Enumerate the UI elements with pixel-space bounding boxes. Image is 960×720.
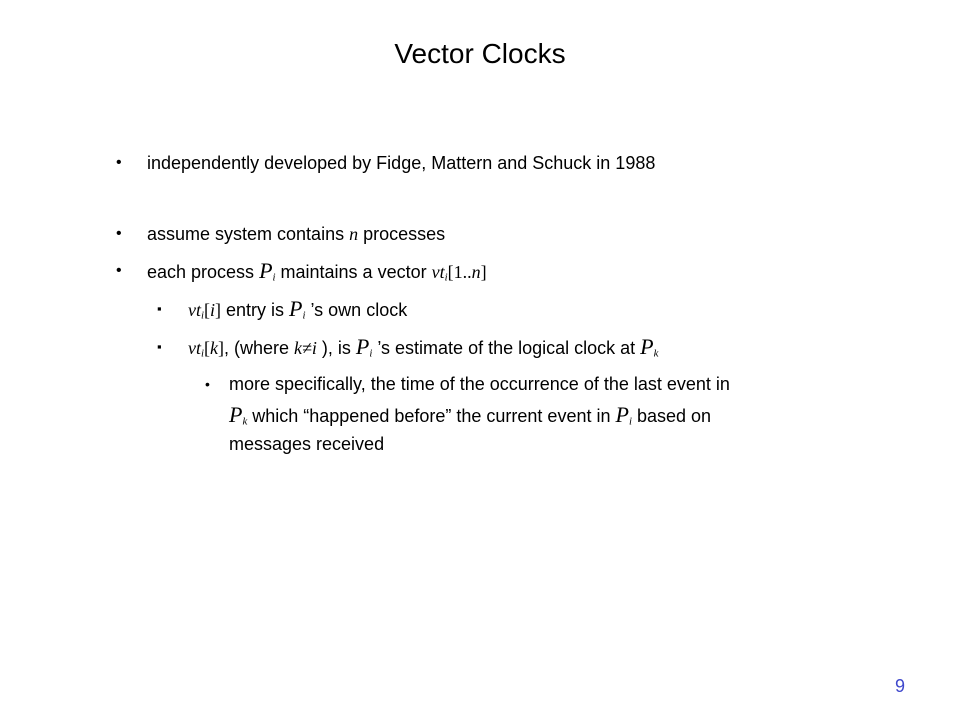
math-idx-close: ] [218, 338, 224, 358]
subsubbullet-line3 [229, 432, 384, 456]
bullet-dot-icon: • [205, 376, 210, 392]
slide-title: Vector Clocks [394, 38, 566, 69]
bullet-text-mid: maintains a vector [275, 262, 432, 282]
bullet-independently-developed [116, 151, 656, 175]
math-Pk: P [229, 402, 243, 427]
math-Pk-sub: k [242, 415, 248, 428]
subbullet-estimate [157, 334, 659, 360]
math-P-sub: i [272, 271, 276, 284]
math-P: P [289, 296, 303, 321]
bullet-text-post: ’s estimate of the logical clock at [372, 338, 641, 358]
math-idx: i [210, 300, 216, 320]
bullet-text-pre: assume system contains [147, 224, 350, 244]
bullet-text: independently developed by Fidge, Mattern and Schuck in 1988 [147, 153, 656, 173]
math-range-open: [1.. [447, 262, 472, 282]
math-vt-sub: i [201, 347, 204, 360]
subsubbullet-line2 [229, 403, 711, 428]
bullet-text-line2-post: based on [631, 406, 712, 426]
math-range-close: ] [480, 262, 487, 282]
math-idx-close: ] [215, 300, 222, 320]
math-P: P [355, 334, 370, 359]
square-bullet-icon: ▪ [157, 339, 162, 354]
square-bullet-icon: ▪ [157, 301, 162, 316]
math-vt-sub: i [444, 271, 448, 284]
math-Pk: P [640, 334, 654, 359]
math-Pi: P [615, 402, 629, 427]
bullet-dot-icon: • [116, 154, 122, 171]
math-P-sub: i [302, 309, 306, 322]
bullet-text-mid: entry is [221, 300, 290, 320]
bullet-text-post: ’s own clock [305, 300, 408, 320]
math-Pi-sub: i [628, 415, 632, 428]
math-range-n: n [471, 262, 481, 282]
math-P: P [259, 258, 273, 283]
bullet-text-is: ), is [316, 338, 356, 358]
math-vt: vt [188, 300, 201, 320]
bullet-text-post: processes [358, 224, 446, 244]
bullet-each-process [116, 258, 487, 284]
bullet-text-where: , (where [224, 338, 295, 358]
math-idx-open: [ [204, 300, 210, 320]
math-P-sub: i [369, 347, 373, 360]
bullet-dot-icon: • [116, 262, 122, 279]
math-vt-sub: i [201, 309, 204, 322]
math-Pk-sub: k [653, 347, 659, 360]
bullet-text-pre: each process [147, 262, 260, 282]
math-n: n [349, 224, 359, 244]
bullet-text-line2-mid: which “happened before” the current event in [247, 406, 616, 426]
math-condition: k≠i [294, 338, 317, 358]
bullet-dot-icon: • [116, 225, 122, 242]
bullet-text-line1: more specifically, the time of the occurrence of the last event in [229, 374, 730, 394]
math-idx-open: [ [204, 338, 210, 358]
bullet-assume-system [116, 222, 446, 246]
subbullet-own-clock [157, 296, 408, 322]
math-vt: vt [431, 262, 445, 282]
page-number: 9 [894, 676, 905, 696]
subsubbullet-line1 [205, 372, 730, 396]
math-vt: vt [188, 338, 201, 358]
bullet-text-line3: messages received [229, 434, 385, 454]
math-idx: k [210, 338, 218, 358]
